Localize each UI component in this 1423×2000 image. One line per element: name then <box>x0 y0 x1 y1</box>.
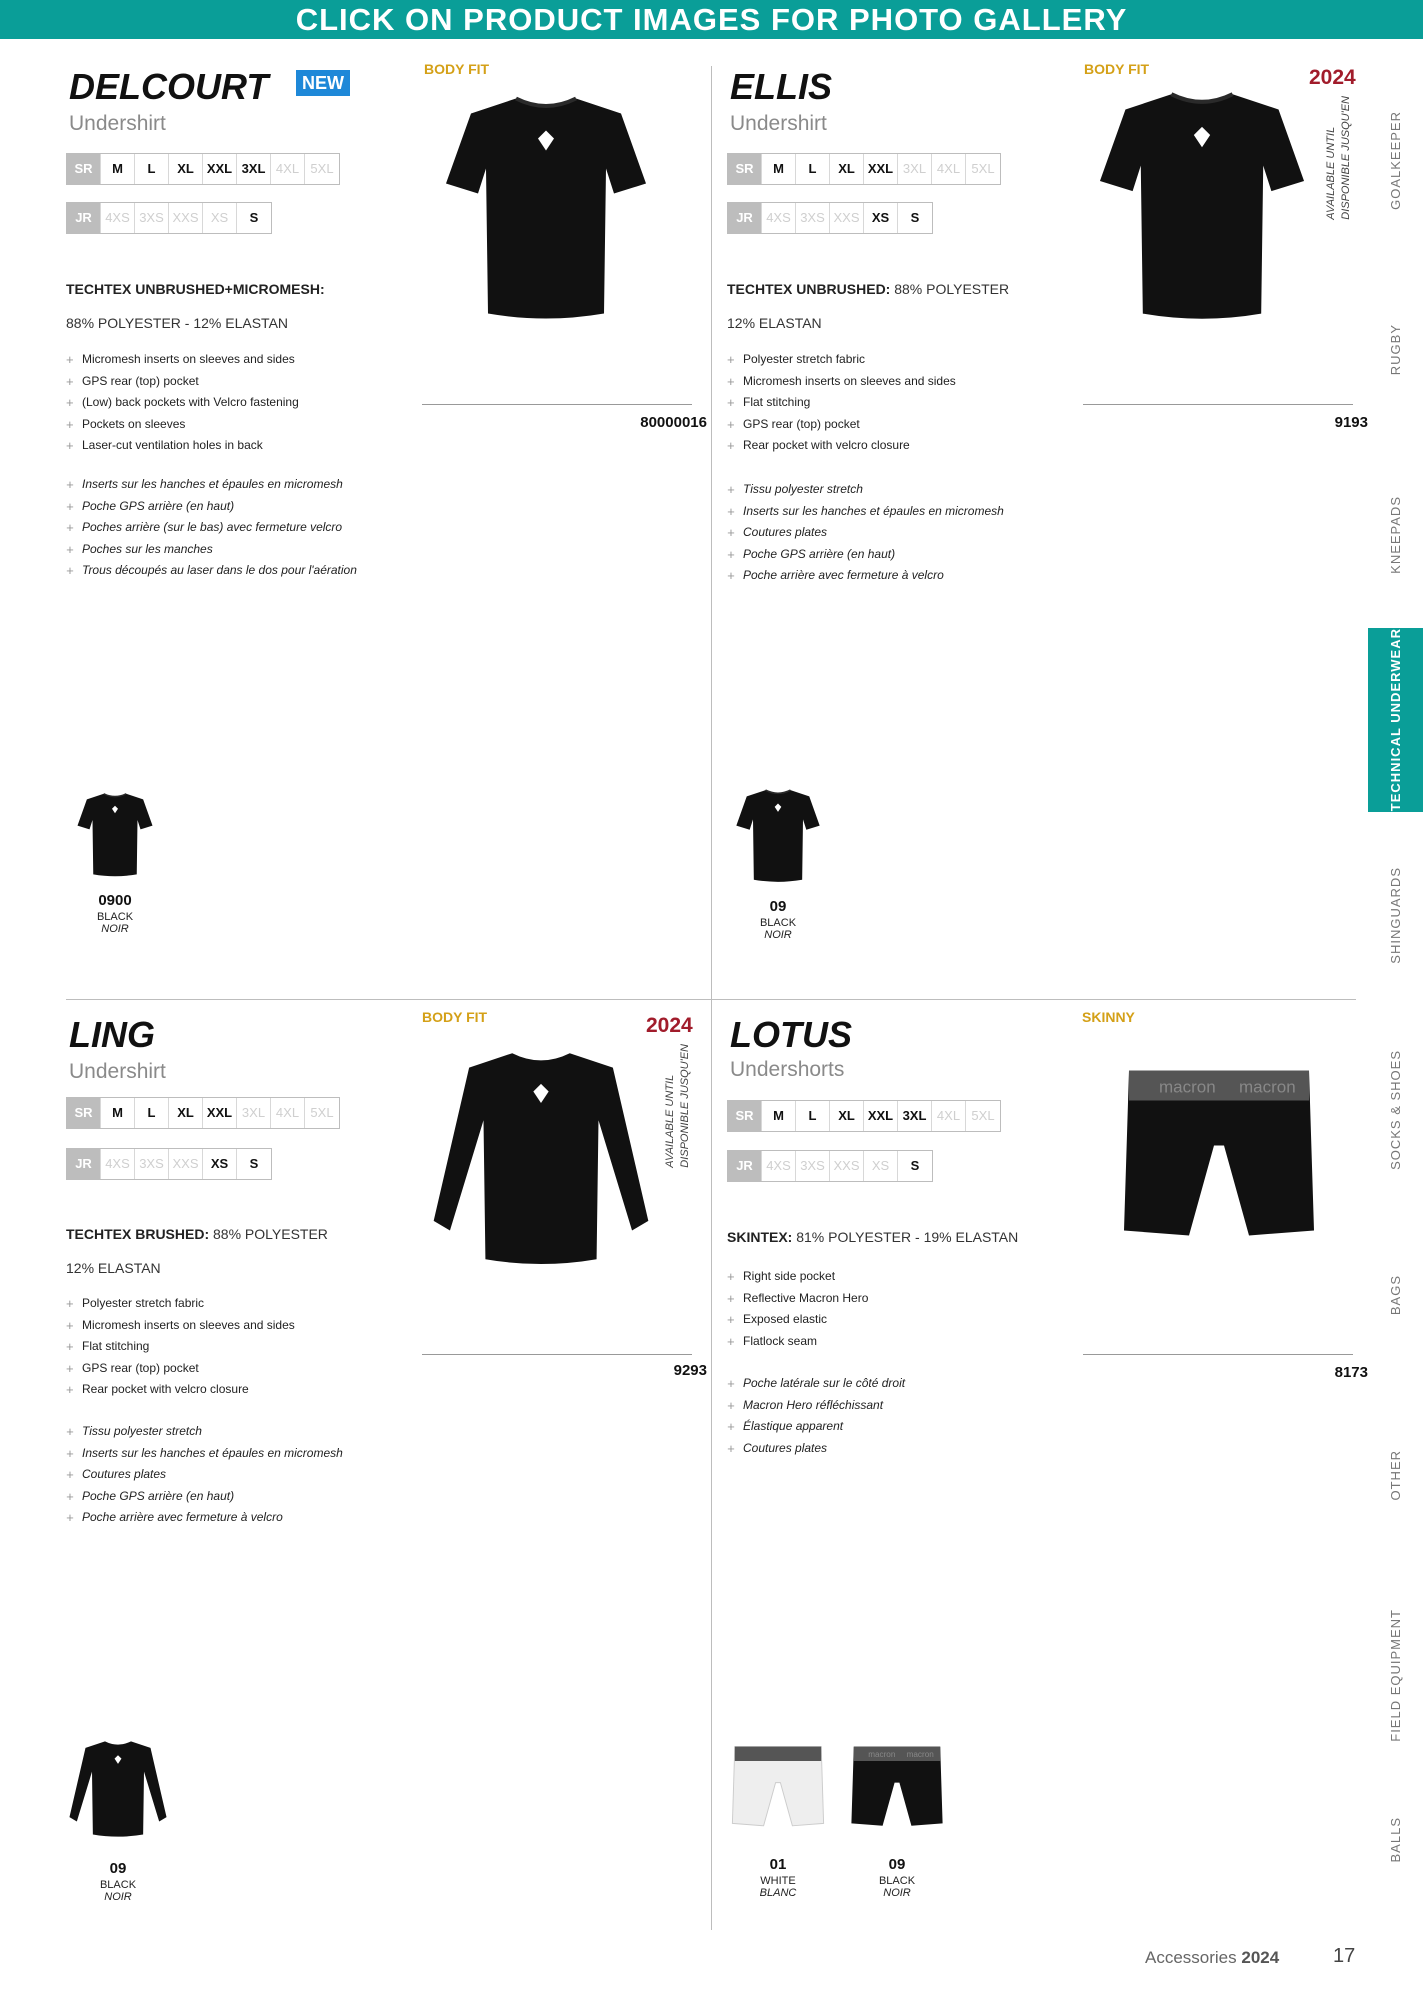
feature-item: + Flat stitching <box>66 1336 376 1358</box>
image-rule <box>1083 1354 1353 1355</box>
features-fr <box>727 479 1037 587</box>
feature-item: + (Low) back pockets with Velcro fastening <box>66 392 376 414</box>
product-code: 9293 <box>673 1362 707 1379</box>
feature-item: + Polyester stretch fabric <box>727 349 1037 371</box>
size-option: 3XL <box>898 1101 932 1131</box>
product-ellis <box>727 61 1372 996</box>
size-option: XXS <box>169 1149 203 1179</box>
size-option: 5XL <box>310 1105 334 1120</box>
features-fr <box>66 474 376 582</box>
feature-item: + GPS rear (top) pocket <box>727 414 1037 436</box>
product-name: ELLIS <box>730 66 833 107</box>
year-badge: 2024 <box>646 1014 693 1037</box>
size-option: XXL <box>864 154 898 184</box>
feature-item: + Trous découpés au laser dans le dos pour l'aération <box>66 560 376 582</box>
size-option: XXS <box>169 203 203 233</box>
sr-size-chart <box>66 1097 340 1129</box>
feature-item: + Micromesh inserts on sleeves and sides <box>66 349 376 371</box>
size-group-label: JR <box>728 203 762 233</box>
feature-item: + Tissu polyester stretch <box>66 1421 376 1443</box>
color-swatch <box>723 786 833 941</box>
size-group-label: SR <box>728 154 762 184</box>
tab-shinguards[interactable]: SHINGUARDS <box>1388 866 1403 964</box>
color-swatch <box>63 1730 173 1903</box>
product-image[interactable] <box>426 1036 656 1286</box>
size-option: L <box>796 1101 830 1131</box>
product-name: DELCOURT <box>69 66 269 107</box>
category-side-tabs <box>1368 80 1423 1880</box>
feature-item: + Rear pocket with velcro closure <box>727 435 1037 457</box>
swatch-image[interactable] <box>726 786 830 886</box>
image-rule <box>422 404 692 405</box>
feature-item: + Poches sur les manches <box>66 539 376 561</box>
swatch-color-fr: NOIR <box>101 923 129 935</box>
features-en <box>66 349 376 457</box>
size-option: XL <box>830 154 864 184</box>
feature-item: + Micromesh inserts on sleeves and sides <box>727 371 1037 393</box>
fit-label: BODY FIT <box>424 61 490 77</box>
size-option: 3XS <box>796 1151 830 1181</box>
material-composition: 12% ELASTAN <box>727 315 822 331</box>
year-badge: 2024 <box>1309 66 1356 89</box>
size-option: S <box>910 1158 920 1173</box>
size-option: 4XS <box>762 1151 796 1181</box>
feature-item: + Coutures plates <box>66 1464 376 1486</box>
image-rule <box>422 1354 692 1355</box>
feature-item: + Inserts sur les hanches et épaules en micromesh <box>66 1443 376 1465</box>
size-group-label: SR <box>67 1098 101 1128</box>
size-option: 3XS <box>796 203 830 233</box>
feature-item: + Polyester stretch fabric <box>66 1293 376 1315</box>
tab-bags[interactable]: BAGS <box>1388 1274 1403 1316</box>
feature-item: + GPS rear (top) pocket <box>66 1358 376 1380</box>
size-option: XXL <box>203 1098 237 1128</box>
swatch-code: 09 <box>769 898 787 915</box>
jr-size-chart <box>727 1150 933 1182</box>
features-fr <box>727 1373 1037 1459</box>
new-badge: NEW <box>296 70 350 96</box>
tab-goalkeeper[interactable]: GOALKEEPER <box>1388 110 1403 210</box>
size-option: 3XL <box>237 154 271 184</box>
feature-item: + Rear pocket with velcro closure <box>66 1379 376 1401</box>
feature-item: + Coutures plates <box>727 522 1037 544</box>
product-name: LING <box>69 1014 155 1055</box>
feature-item: + Right side pocket <box>727 1266 1037 1288</box>
size-option: XL <box>830 1101 864 1131</box>
size-group-label: JR <box>67 203 101 233</box>
swatch-color-fr: NOIR <box>104 1891 132 1903</box>
feature-item: + Inserts sur les hanches et épaules en micromesh <box>66 474 376 496</box>
size-option: M <box>762 1101 796 1131</box>
product-ling <box>66 1009 711 1944</box>
swatch-image[interactable] <box>69 790 161 880</box>
color-swatch <box>842 1726 952 1899</box>
size-group-label: SR <box>728 1101 762 1131</box>
row-divider <box>66 999 1356 1000</box>
sr-size-chart <box>727 1100 1001 1132</box>
size-option: XS <box>864 203 898 233</box>
product-image[interactable] <box>1119 1058 1319 1243</box>
size-option: 4XL <box>271 1098 305 1128</box>
product-delcourt <box>66 61 711 996</box>
feature-item: + Poche GPS arrière (en haut) <box>66 1486 376 1508</box>
product-image[interactable] <box>436 86 656 336</box>
material-title: TECHTEX UNBRUSHED: 88% POLYESTER <box>727 281 1010 297</box>
size-group-label: JR <box>67 1149 101 1179</box>
feature-item: + Poche arrière avec fermeture à velcro <box>66 1507 376 1529</box>
feature-item: + Exposed elastic <box>727 1309 1037 1331</box>
material-title: SKINTEX: 81% POLYESTER - 19% ELASTAN <box>727 1229 1019 1245</box>
feature-item: + Micromesh inserts on sleeves and sides <box>66 1315 376 1337</box>
footer-label: Accessories 2024 <box>1145 1948 1280 1967</box>
tab-field-equipment[interactable]: FIELD EQUIPMENT <box>1388 1608 1403 1742</box>
product-lotus <box>727 1009 1372 1944</box>
feature-item: + Élastique apparent <box>727 1416 1037 1438</box>
available-until: AVAILABLE UNTIL DISPONIBLE JUSQU'EN <box>1325 96 1352 220</box>
product-image[interactable] <box>1087 84 1317 334</box>
swatch-color-fr: BLANC <box>759 1887 797 1899</box>
size-option: L <box>135 154 169 184</box>
swatch-color-fr: NOIR <box>883 1887 911 1899</box>
size-group-label: SR <box>67 154 101 184</box>
jr-size-chart <box>66 1148 272 1180</box>
feature-item: + GPS rear (top) pocket <box>66 371 376 393</box>
jr-size-chart <box>727 202 933 234</box>
feature-item: + Inserts sur les hanches et épaules en micromesh <box>727 501 1037 523</box>
product-name: LOTUS <box>730 1014 852 1055</box>
column-divider <box>711 66 712 1930</box>
swatch-code: 01 <box>769 1856 787 1873</box>
size-option: XXL <box>203 154 237 184</box>
fit-label: SKINNY <box>1082 1009 1135 1025</box>
color-swatch <box>723 1726 833 1899</box>
size-option: XS <box>203 203 237 233</box>
product-type: Undershirt <box>69 112 166 135</box>
swatch-color-en: BLACK <box>878 1875 916 1887</box>
size-option: S <box>249 210 259 225</box>
tab-balls[interactable]: BALLS <box>1388 1817 1403 1863</box>
size-option: XXS <box>830 203 864 233</box>
fit-label: BODY FIT <box>1084 61 1150 77</box>
size-option: M <box>101 154 135 184</box>
size-option: S <box>249 1156 259 1171</box>
size-option: XL <box>169 1098 203 1128</box>
feature-item: + Poche GPS arrière (en haut) <box>727 544 1037 566</box>
tab-rugby[interactable]: RUGBY <box>1388 324 1403 376</box>
tab-other[interactable]: OTHER <box>1388 1449 1403 1501</box>
feature-item: + Pockets on sleeves <box>66 414 376 436</box>
size-option: 4XS <box>101 1149 135 1179</box>
size-group-label: JR <box>728 1151 762 1181</box>
feature-item: + Tissu polyester stretch <box>727 479 1037 501</box>
features-en <box>66 1293 376 1401</box>
size-option: 4XL <box>932 154 966 184</box>
product-code: 9193 <box>1334 414 1368 431</box>
size-option: 5XL <box>310 161 334 176</box>
swatch-code: 09 <box>888 1856 906 1873</box>
swatch-color-en: BLACK <box>99 1879 137 1891</box>
feature-item: + Macron Hero réfléchissant <box>727 1395 1037 1417</box>
sr-size-chart <box>66 153 340 185</box>
tab-technical-underwear[interactable]: TECHNICAL UNDERWEAR <box>1368 628 1423 812</box>
image-rule <box>1083 404 1353 405</box>
swatch-code: 0900 <box>98 892 132 909</box>
size-option: 4XS <box>762 203 796 233</box>
feature-item: + Reflective Macron Hero <box>727 1288 1037 1310</box>
swatch-image[interactable] <box>730 1726 826 1844</box>
feature-item: + Flat stitching <box>727 392 1037 414</box>
size-option: 3XS <box>135 203 169 233</box>
size-option: XL <box>169 154 203 184</box>
size-option: 4XL <box>271 154 305 184</box>
features-fr <box>66 1421 376 1529</box>
feature-item: + Poche arrière avec fermeture à velcro <box>727 565 1037 587</box>
swatch-image[interactable] <box>66 1730 170 1848</box>
size-option: 3XS <box>135 1149 169 1179</box>
swatch-color-en: BLACK <box>759 917 797 929</box>
product-type: Undershirt <box>69 1060 166 1083</box>
size-option: XXS <box>830 1151 864 1181</box>
size-option: S <box>910 210 920 225</box>
product-type: Undershorts <box>730 1058 845 1081</box>
feature-item: + Poches arrière (sur le bas) avec fermeture velcro <box>66 517 376 539</box>
product-code: 8173 <box>1334 1364 1368 1381</box>
size-option: XS <box>864 1151 898 1181</box>
size-option: 5XL <box>971 1108 995 1123</box>
feature-item: + Poche latérale sur le côté droit <box>727 1373 1037 1395</box>
material-title: TECHTEX BRUSHED: 88% POLYESTER <box>66 1226 328 1242</box>
jr-size-chart <box>66 202 272 234</box>
material-title: TECHTEX UNBRUSHED+MICROMESH: <box>66 281 325 297</box>
size-option: 5XL <box>971 161 995 176</box>
size-option: L <box>796 154 830 184</box>
color-swatch <box>60 790 170 935</box>
size-option: 4XL <box>932 1101 966 1131</box>
tab-kneepads[interactable]: KNEEPADS <box>1388 496 1403 574</box>
size-option: M <box>762 154 796 184</box>
available-until: AVAILABLE UNTIL DISPONIBLE JUSQU'EN <box>664 1044 691 1168</box>
size-option: 3XL <box>237 1098 271 1128</box>
product-type: Undershirt <box>730 112 827 135</box>
sr-size-chart <box>727 153 1001 185</box>
material-composition: 12% ELASTAN <box>66 1260 161 1276</box>
feature-item: + Poche GPS arrière (en haut) <box>66 496 376 518</box>
size-option: 4XS <box>101 203 135 233</box>
swatch-color-en: BLACK <box>96 911 134 923</box>
page-number: 17 <box>1333 1945 1356 1967</box>
tab-socks-shoes[interactable]: SOCKS & SHOES <box>1388 1050 1403 1170</box>
features-en <box>727 349 1037 457</box>
fit-label: BODY FIT <box>422 1009 488 1025</box>
swatch-color-en: WHITE <box>760 1875 796 1887</box>
product-code: 80000016 <box>640 414 707 431</box>
feature-item: + Flatlock seam <box>727 1331 1037 1353</box>
size-option: L <box>135 1098 169 1128</box>
photo-gallery-banner[interactable]: CLICK ON PRODUCT IMAGES FOR PHOTO GALLERY <box>0 0 1423 39</box>
feature-item: + Coutures plates <box>727 1438 1037 1460</box>
swatch-image[interactable] <box>849 1726 945 1844</box>
swatch-code: 09 <box>109 1860 127 1877</box>
feature-item: + Laser-cut ventilation holes in back <box>66 435 376 457</box>
swatch-color-fr: NOIR <box>764 929 792 941</box>
size-option: XXL <box>864 1101 898 1131</box>
size-option: XS <box>203 1149 237 1179</box>
size-option: M <box>101 1098 135 1128</box>
material-composition: 88% POLYESTER - 12% ELASTAN <box>66 315 289 331</box>
size-option: 3XL <box>898 154 932 184</box>
features-en <box>727 1266 1037 1352</box>
